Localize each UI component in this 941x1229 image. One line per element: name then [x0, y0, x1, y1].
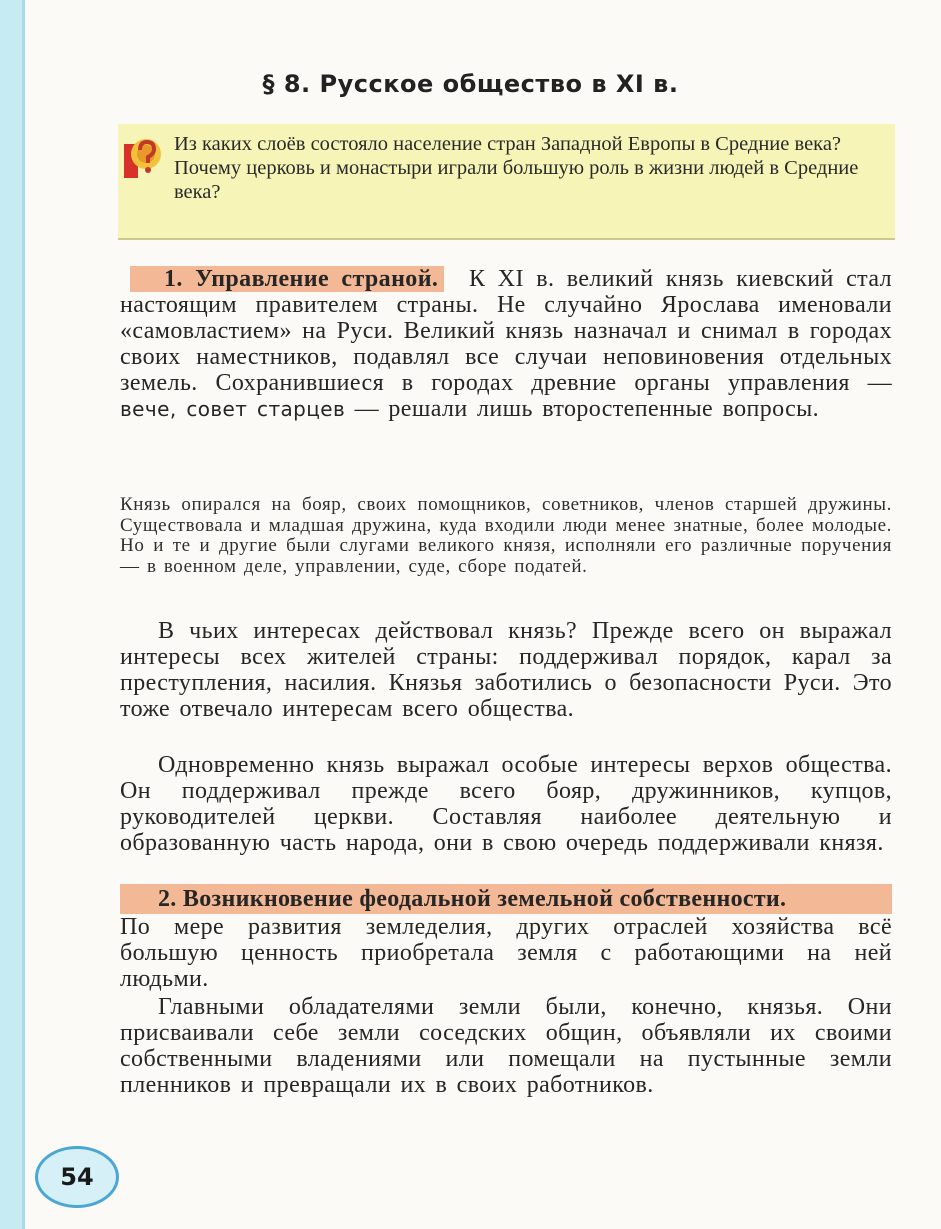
- section1-paragraph-3: Одновременно князь выражал особые интересы верхов общества. Он поддерживал прежде всего бояр, дружинников, купцов, руководителей церкви. Составляя наиболее деятельную и образованную часть народа, они в свою очередь поддерживали князя.: [120, 752, 892, 856]
- section1-p1-text-a: К XI в. великий князь киевский стал настоящим правителем страны. Не случайно Ярослава именовали «самовластием» на Руси. Великий князь назначал и снимал в городах своих наместников, подавлял все случаи неповиновения отдельных земель. Сохранившиеся в городах древние органы управления —: [120, 266, 892, 396]
- section1-p1-text-b: — решали лишь второстепенные вопросы.: [354, 396, 820, 422]
- question-text: [174, 132, 886, 204]
- page-margin-line: [22, 0, 25, 1229]
- section1-p1-term: вече, совет старцев: [120, 397, 346, 421]
- question-2: Почему церковь и монастыри играли большую роль в жизни людей в Средние века?: [174, 157, 859, 203]
- question-1: Из каких слоёв состояло население стран Западной Европы в Средние века?: [174, 133, 842, 155]
- question-box: [118, 124, 895, 240]
- section1-small-print: Князь опирался на бояр, своих помощников, советников, членов старшей дружины. Существовала и младшая дружина, куда входили люди менее знатные, более молодые. Но и те и другие были слугами великого князя, исполняли его различные поручения — в военном деле, управлении, суде, сборе податей.: [120, 494, 892, 577]
- section2-heading-bar: [120, 884, 892, 914]
- section1-paragraph-2: В чьих интересах действовал князь? Прежде всего он выражал интересы всех жителей страны: поддерживал порядок, карал за преступления, насилия. Князья заботились о безопасности Руси. Это тоже отвечало интересам всего общества.: [120, 618, 892, 722]
- page-margin-strip: [0, 0, 22, 1229]
- section2-paragraph-1: По мере развития земледелия, других отраслей хозяйства всё большую ценность приобретала земля с работающими на ней людьми.: [120, 914, 892, 992]
- question-mark-icon: [122, 132, 164, 186]
- section1-heading: 1. Управление страной.: [130, 266, 444, 292]
- section2-heading: 2. Возникновение феодальной земельной собственности.: [158, 886, 787, 912]
- page-number-badge: 54: [35, 1146, 119, 1208]
- section2-paragraph-2: Главными обладателями земли были, конечно, князья. Они присваивали себе земли соседских общин, объявляли их своими собственными владениями или помещали на пустынные земли пленников и превращали их в своих работников.: [120, 994, 892, 1098]
- section1-paragraph-1: [120, 266, 892, 422]
- page-title: § 8. Русское общество в XI в.: [262, 70, 679, 98]
